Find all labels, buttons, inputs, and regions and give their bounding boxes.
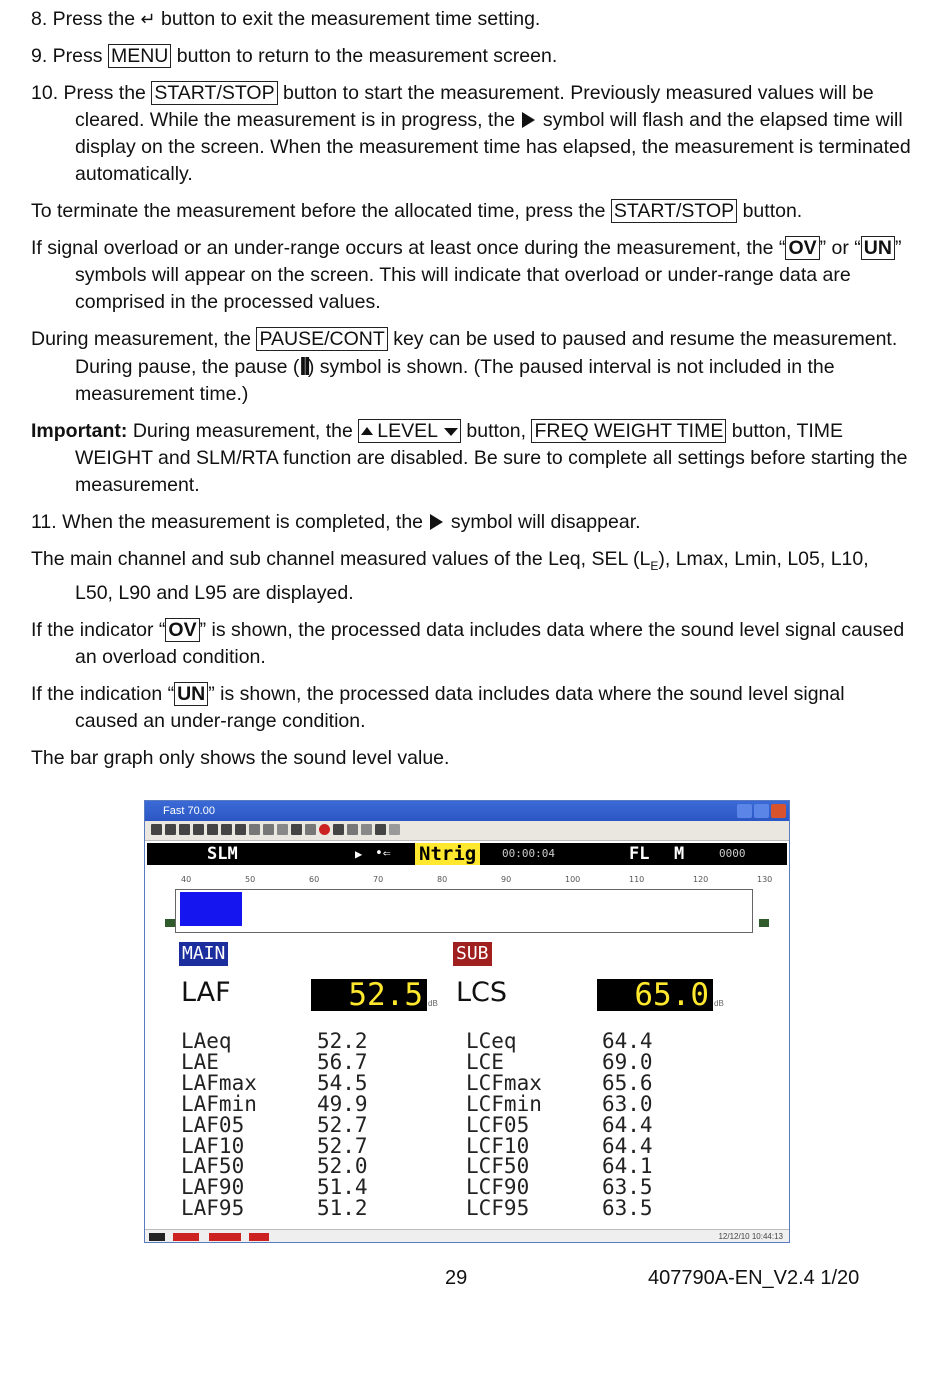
text: ” is shown, the processed data includes data where the sound level signal caused an under-range condition.: [75, 682, 845, 732]
step-10: [31, 80, 911, 188]
subscript: E: [650, 558, 659, 573]
main-stat-values: [317, 1031, 368, 1219]
stat-value: 64.4: [602, 1112, 653, 1137]
scale-tick-label: 110: [629, 875, 645, 884]
toolbar-icon[interactable]: [235, 824, 246, 835]
stat-value: 51.2: [317, 1196, 368, 1221]
sub-stat-values: [602, 1031, 653, 1219]
stat-value: 69.0: [602, 1049, 653, 1074]
text: button to start the measurement. Previously measured values will be cleared. While the measurement is in progress, the: [75, 82, 874, 131]
stat-value: 63.5: [602, 1175, 653, 1200]
stat-value: 52.0: [317, 1154, 368, 1179]
stat-value: 56.7: [317, 1049, 368, 1074]
step-9: [31, 43, 911, 70]
trigger-label: Ntrig: [415, 843, 480, 865]
sub-measure-name: LCS: [456, 977, 508, 1008]
play-icon: ▶: [355, 847, 363, 861]
text: ) symbol is shown. (The paused interval is not included in the measurement time.): [75, 356, 835, 405]
stat-value: 65.6: [602, 1070, 653, 1095]
pause-cont-key: PAUSE/CONT: [256, 327, 387, 351]
scale-tick-label: 100: [565, 875, 581, 884]
stat-name: LCF10: [466, 1133, 530, 1158]
un-symbol: UN: [174, 682, 208, 706]
status-bar: [147, 843, 787, 865]
main-stat-names: [181, 1031, 257, 1219]
text: To terminate the measurement before the allocated time, press the: [31, 200, 611, 222]
stat-name: LAF10: [181, 1133, 245, 1158]
scale-tick-label: 130: [757, 875, 773, 884]
stat-value: 52.2: [317, 1029, 368, 1053]
scale-tick-label: 90: [501, 875, 512, 884]
text: button.: [737, 200, 803, 222]
text: If the indication “: [31, 682, 175, 705]
status-icon: [209, 1233, 241, 1241]
stat-value: 63.0: [602, 1091, 653, 1116]
main-channel-label: MAIN: [179, 942, 228, 966]
level-key: [358, 419, 461, 443]
stat-value: 49.9: [317, 1091, 368, 1116]
stat-value: 64.1: [602, 1154, 653, 1179]
sub-channel-label: SUB: [453, 942, 492, 966]
toolbar-icon[interactable]: [221, 824, 232, 835]
toolbar-icon[interactable]: [249, 824, 260, 835]
stat-name: LAF50: [181, 1154, 245, 1179]
bottom-bar: [145, 1229, 789, 1243]
right-marker: [759, 919, 769, 927]
bargraph-paragraph: The bar graph only shows the sound level value.: [31, 746, 450, 769]
up-arrow-icon: [361, 427, 373, 435]
sub-measure-value: 65.0: [597, 979, 713, 1011]
text: 10. Press the: [31, 82, 152, 104]
enter-icon: ↵: [140, 9, 156, 29]
scale-tick-label: 80: [437, 875, 448, 884]
stat-name: LCFmax: [466, 1070, 542, 1095]
toolbar-icon[interactable]: [389, 824, 400, 835]
stat-name: LAFmax: [181, 1070, 257, 1095]
battery-icon: [149, 1233, 165, 1241]
sub-unit: dB: [714, 999, 724, 1008]
stat-name: LCF50: [466, 1154, 530, 1179]
toolbar-icon[interactable]: [361, 824, 372, 835]
ov-symbol: OV: [165, 618, 199, 642]
window-titlebar: [145, 801, 789, 821]
down-arrow-icon: [444, 428, 458, 436]
main-measure-value: 52.5: [311, 979, 427, 1011]
text: ), Lmax, Lmin, L05, L10, L50, L90 and L95 are displayed.: [75, 548, 869, 604]
terminate-paragraph: [31, 198, 911, 225]
document-body: [31, 6, 911, 782]
text: button to return to the measurement screen.: [171, 45, 558, 67]
document-id: 407790A-EN_V2.4 1/20: [648, 1267, 860, 1289]
date-time: 12/12/10 10:44:13: [718, 1232, 783, 1241]
fl-label: FL: [629, 844, 650, 864]
toolbar-icon[interactable]: [193, 824, 204, 835]
text: During measurement, the: [127, 420, 359, 442]
toolbar-icon[interactable]: [207, 824, 218, 835]
bar-scale: [181, 875, 773, 887]
stat-value: 52.7: [317, 1112, 368, 1137]
software-screenshot: [144, 800, 790, 1243]
main-measure-name: LAF: [181, 977, 231, 1008]
stat-name: LAF90: [181, 1175, 245, 1200]
page-number: 29: [445, 1267, 468, 1289]
text: During measurement, the: [31, 328, 257, 350]
text: 8. Press the: [31, 8, 141, 30]
freq-weight-time-key: FREQ WEIGHT TIME: [531, 419, 726, 443]
stat-name: LAF95: [181, 1196, 245, 1221]
toolbar-icon[interactable]: [305, 824, 316, 835]
toolbar-icon[interactable]: [165, 824, 176, 835]
stat-value: 64.4: [602, 1029, 653, 1053]
toolbar-icon[interactable]: [179, 824, 190, 835]
toolbar-icon[interactable]: [347, 824, 358, 835]
mode-label: SLM: [207, 844, 238, 864]
stat-name: LAFmin: [181, 1091, 257, 1116]
text: If the indicator “: [31, 618, 166, 641]
un-symbol: UN: [861, 236, 895, 260]
toolbar-icon[interactable]: [151, 824, 162, 835]
ov-indicator-paragraph: [31, 617, 911, 671]
scale-tick-label: 50: [245, 875, 256, 884]
important-paragraph: [31, 418, 911, 499]
start-stop-key: START/STOP: [611, 199, 737, 223]
stat-name: LCFmin: [466, 1091, 542, 1116]
play-icon: [430, 514, 443, 530]
toolbar-icon[interactable]: [277, 824, 288, 835]
record-icon[interactable]: [319, 824, 330, 835]
stat-value: 63.5: [602, 1196, 653, 1221]
maximize-button[interactable]: [754, 804, 769, 818]
text: symbol will disappear.: [445, 511, 641, 533]
menu-key: MENU: [108, 44, 171, 68]
text: key can be used to paused and resume the measurement. During pause, the pause (: [75, 328, 898, 378]
text: 9. Press: [31, 45, 108, 67]
stat-name: LCE: [466, 1049, 504, 1074]
toolbar: [145, 821, 789, 841]
close-button[interactable]: [771, 804, 786, 818]
stat-value: 51.4: [317, 1175, 368, 1200]
stat-name: LCF05: [466, 1112, 530, 1137]
text: ” is shown, the processed data includes data where the sound level signal caused an overload condition.: [75, 618, 905, 668]
text: symbol will flash and the elapsed time will display on the screen. When the measurement time has elapsed, the measurement is terminated automatically.: [75, 109, 911, 185]
start-stop-key: START/STOP: [151, 81, 277, 105]
counter: 0000: [719, 847, 746, 860]
status-icon: [173, 1233, 199, 1241]
important-label: Important:: [31, 420, 128, 442]
text: ” or “: [819, 237, 861, 259]
pause-paragraph: [31, 326, 911, 408]
stat-value: 64.4: [602, 1133, 653, 1158]
main-unit: dB: [428, 999, 438, 1008]
minimize-button[interactable]: [737, 804, 752, 818]
stat-name: LAF05: [181, 1112, 245, 1137]
text: 11. When the measurement is completed, the: [31, 511, 429, 533]
ov-symbol: OV: [785, 236, 819, 260]
scale-tick-label: 70: [373, 875, 384, 884]
step-11: [31, 509, 911, 536]
stat-value: 54.5: [317, 1070, 368, 1095]
play-icon: [522, 112, 535, 128]
stat-name: LAeq: [181, 1029, 232, 1053]
usb-icon: •⇐: [375, 846, 391, 861]
stat-name: LAE: [181, 1049, 219, 1074]
stat-name: LCF90: [466, 1175, 530, 1200]
scale-tick-label: 60: [309, 875, 320, 884]
overload-paragraph: [31, 235, 911, 316]
stat-name: LCeq: [466, 1029, 517, 1053]
sub-stat-names: [466, 1031, 542, 1219]
scale-tick-label: 120: [693, 875, 709, 884]
level-label: LEVEL: [377, 420, 438, 442]
text: If signal overload or an under-range occurs at least once during the measurement, the “: [31, 237, 786, 259]
toolbar-icon[interactable]: [375, 824, 386, 835]
text: ” symbols will appear on the screen. This will indicate that overload or under-range data are comprised in the processed values.: [75, 237, 902, 313]
text: The main channel and sub channel measured values of the Leq, SEL (L: [31, 548, 651, 570]
toolbar-icon[interactable]: [263, 824, 274, 835]
pause-icon: II: [299, 351, 308, 381]
left-marker: [165, 919, 175, 927]
level-bar-graph: [175, 889, 753, 933]
step-8: [31, 6, 911, 33]
status-icon: [249, 1233, 269, 1241]
un-indicator-paragraph: [31, 681, 911, 735]
main-sub-paragraph: [31, 546, 911, 607]
stat-value: 52.7: [317, 1133, 368, 1158]
scale-tick-label: 40: [181, 875, 192, 884]
text: button,: [460, 420, 532, 442]
toolbar-icon[interactable]: [333, 824, 344, 835]
window-title: Fast 70.00: [163, 805, 215, 817]
text: button to exit the measurement time setting.: [155, 8, 541, 30]
level-bar: [180, 892, 242, 926]
toolbar-icon[interactable]: [291, 824, 302, 835]
elapsed-time: 00:00:04: [502, 847, 555, 860]
stat-name: LCF95: [466, 1196, 530, 1221]
text: button, TIME WEIGHT and SLM/RTA function are disabled. Be sure to complete all settings before starting the measurement.: [75, 420, 908, 496]
m-label: M: [674, 844, 685, 864]
